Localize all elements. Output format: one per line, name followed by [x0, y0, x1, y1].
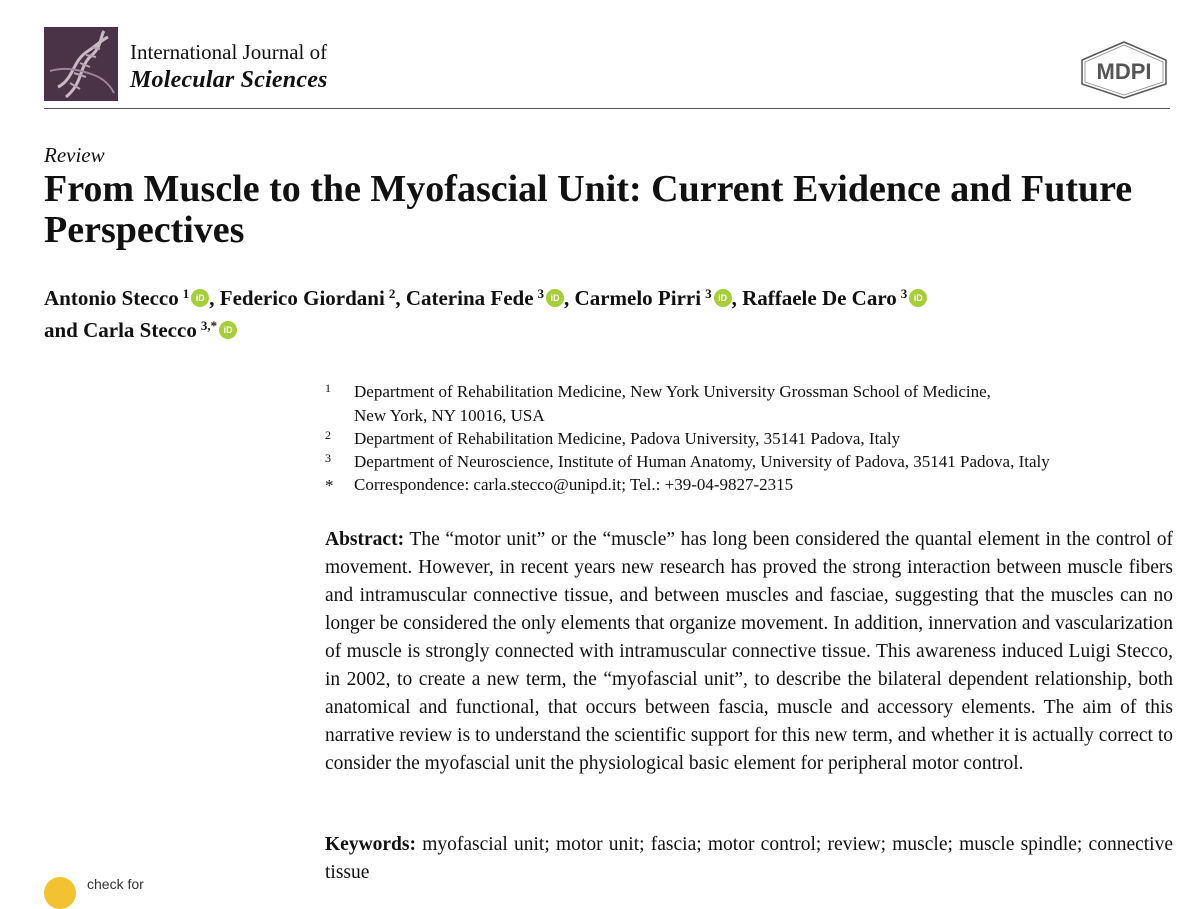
- author-name: and Carla Stecco: [44, 318, 197, 342]
- author-affiliation-ref: 1: [182, 286, 190, 301]
- orcid-icon[interactable]: iD: [714, 289, 732, 307]
- affiliation-number: 2: [325, 428, 331, 442]
- author-name: Federico Giordani: [219, 286, 385, 310]
- author-1: [44, 286, 220, 310]
- author-4: [575, 286, 743, 310]
- affiliation-2: [325, 428, 1165, 450]
- author-2: [220, 286, 406, 310]
- author-5: [742, 286, 927, 310]
- keywords: [325, 831, 1173, 887]
- affiliation-text: Department of Rehabilitation Medicine, New York University Grossman School of Medicine,: [354, 382, 991, 401]
- affiliation-number: 1: [325, 381, 331, 395]
- dna-helix-icon: [44, 27, 118, 101]
- author-affiliation-ref: 3: [900, 286, 908, 301]
- author-name: Antonio Stecco: [44, 286, 179, 310]
- correspondence-marker: *: [325, 476, 334, 495]
- keywords-text: myofascial unit; motor unit; fascia; motor control; review; muscle; muscle spindle; connective tissue: [325, 834, 1174, 883]
- keywords-label: Keywords:: [325, 834, 416, 855]
- author-separator: ,: [395, 286, 406, 310]
- journal-name-line2: Molecular Sciences: [130, 67, 328, 93]
- check-for-updates-label[interactable]: check for: [87, 876, 144, 892]
- orcid-icon[interactable]: iD: [546, 289, 564, 307]
- mdpi-logo: [1078, 40, 1170, 100]
- author-affiliation-ref: 3,*: [200, 318, 218, 333]
- correspondence-text: Correspondence: carla.stecco@unipd.it; Tel.: +39-04-9827-2315: [354, 475, 794, 494]
- orcid-icon[interactable]: iD: [191, 289, 209, 307]
- check-for-updates-icon[interactable]: [44, 877, 76, 909]
- journal-logo: [44, 27, 118, 101]
- author-name: Raffaele De Caro: [742, 286, 897, 310]
- affiliation-text: Department of Neuroscience, Institute of Human Anatomy, University of Padova, 35141 Padova, Italy: [354, 452, 1050, 471]
- author-affiliation-ref: 2: [388, 286, 396, 301]
- affiliation-3: [325, 451, 1165, 473]
- affiliation-1-cont: [325, 405, 1165, 427]
- author-3: [406, 286, 575, 310]
- abstract: [325, 526, 1173, 778]
- orcid-icon[interactable]: iD: [219, 321, 237, 339]
- orcid-icon[interactable]: iD: [909, 289, 927, 307]
- abstract-text: The “motor unit” or the “muscle” has long been considered the quantal element in the control of movement. However, in recent years new research has proved the strong interaction between muscle fibers and intramuscular connective tissue, and between muscles and fasciae, suggesting that the muscles can no longer be considered the only elements that organize movement. In addition, innervation and vascularization of muscle is strongly connected with intramuscular connective tissue. This awareness induced Luigi Stecco, in 2002, to create a new term, the “myofascial unit”, to describe the bilateral dependent relationship, both anatomical and functional, that occurs between fascia, muscle and accessory elements. The aim of this narrative review is to understand the scientific support for this new term, and whether it is actually correct to consider the myofascial unit the physiological basic element for peripheral motor control.: [325, 529, 1173, 774]
- author-separator: ,: [564, 286, 575, 310]
- author-name: Caterina Fede: [405, 286, 534, 310]
- correspondence: [325, 474, 1165, 496]
- affiliation-1: [325, 381, 1165, 403]
- affiliation-text: Department of Rehabilitation Medicine, Padova University, 35141 Padova, Italy: [354, 429, 901, 448]
- publisher-name: MDPI: [1096, 59, 1152, 84]
- author-affiliation-ref: 3: [537, 286, 545, 301]
- author-list: [44, 280, 1170, 344]
- affiliation-number: 3: [325, 451, 331, 465]
- author-name: Carmelo Pirri: [574, 286, 702, 310]
- author-6: [44, 318, 237, 342]
- article-title: From Muscle to the Myofascial Unit: Current Evidence and Future Perspectives: [44, 168, 1133, 251]
- header-divider: [44, 108, 1170, 109]
- author-separator: ,: [209, 286, 220, 310]
- affiliation-text: New York, NY 10016, USA: [354, 406, 545, 425]
- abstract-label: Abstract:: [325, 529, 405, 550]
- article-type: Review: [44, 143, 105, 167]
- journal-name-line1: International Journal of: [130, 40, 328, 64]
- author-affiliation-ref: 3: [705, 286, 712, 301]
- author-separator: ,: [731, 286, 743, 310]
